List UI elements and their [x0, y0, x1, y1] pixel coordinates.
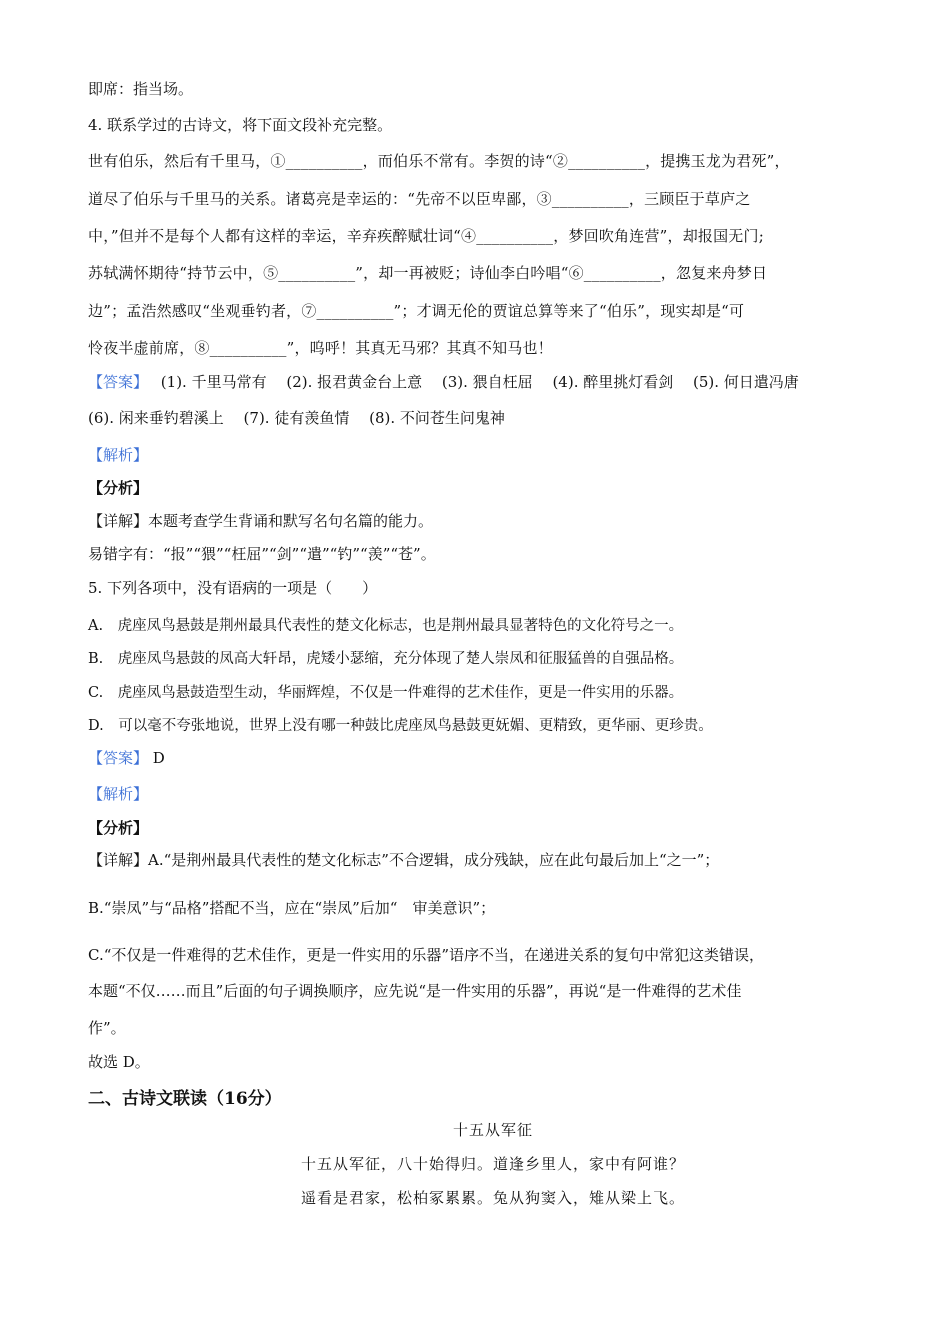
q4-text-line: 苏轼满怀期待“持节云中，⑤__________”，却一再被贬；诗仙李白吟唱“⑥__________，忽复来舟梦日 [88, 264, 768, 282]
q5-option-c: C. 虎座凤鸟悬鼓造型生动，华丽辉煌，不仅是一件难得的艺术佳作，更是一件实用的乐器。 [88, 685, 684, 701]
analysis-tag: 【解析】 [88, 446, 149, 464]
q4-text-line: 世有伯乐，然后有千里马，①__________，而伯乐不常有。李贺的诗“②__________，提携玉龙为君死”， [88, 152, 790, 170]
q4-answer-text: (1). 千里马常有 (2). 报君黄金台上意 (3). 猥自枉屈 (4). 醉里挑灯看剑 (5). 何日遣冯唐 [160, 373, 799, 391]
q5-detail-c: 本题“不仅……而且”后面的句子调换顺序，应先说“是一件实用的乐器”，再说“是一件难得的艺术佳 [88, 982, 742, 1000]
q4-text-line: 边”；孟浩然感叹“坐观垂钓者，⑦__________”；才调无伦的贾谊总算等来了“伯乐”，现实却是“可 [88, 302, 745, 320]
q5-option-b: B. 虎座凤鸟悬鼓的凤高大轩昂，虎矮小瑟缩，充分体现了楚人崇凤和征服猛兽的自强品格。 [88, 651, 684, 667]
q5-detail-a: 【详解】A.“是荆州最具代表性的楚文化标志”不合逻辑，成分残缺，应在此句最后加上“之一”； [88, 851, 720, 869]
q5-detail-c: C.“不仅是一件难得的艺术佳作，更是一件实用的乐器”语序不当，在递进关系的复句中常犯这类错误， [88, 946, 765, 964]
fenxi-tag: 【分析】 [88, 819, 149, 837]
q5-detail-b: B.“崇凤”与“品格”搭配不当，应在“崇凤”后加“ 审美意识”； [88, 899, 496, 917]
q4-stem: 4. 联系学过的古诗文，将下面文段补充完整。 [88, 116, 393, 134]
q5-conclusion: 故选 D。 [88, 1053, 150, 1071]
q5-option-a: A. 虎座凤鸟悬鼓是荆州最具代表性的楚文化标志，也是荆州最具显著特色的文化符号之一。 [88, 618, 684, 634]
poem-title: 十五从军征 [452, 1121, 533, 1139]
q5-answer-row [88, 747, 165, 768]
fenxi-tag: 【分析】 [88, 479, 149, 497]
top-note: 即席：指当场。 [88, 80, 194, 98]
answer-tag: 【答案】 [88, 373, 149, 391]
q5-option-d: D. 可以毫不夸张地说，世界上没有哪一种鼓比虎座凤鸟悬鼓更妩媚、更精致，更华丽、更珍贵。 [88, 718, 713, 734]
q4-answer-row-2: (6). 闲来垂钓碧溪上 (7). 徒有羡鱼情 (8). 不问苍生问鬼神 [88, 409, 505, 427]
q4-text-line: 道尽了伯乐与千里马的关系。诸葛亮是幸运的：“先帝不以臣卑鄙，③__________，三顾臣于草庐之 [88, 190, 751, 208]
poem-line: 遥看是君家，松柏冢累累。兔从狗窦入，雉从梁上飞。 [300, 1189, 685, 1207]
answer-tag: 【答案】 [88, 749, 149, 767]
q5-detail-c: 作”。 [88, 1019, 126, 1037]
q5-stem: 5. 下列各项中，没有语病的一项是（ ） [88, 579, 378, 597]
q5-answer-value: D [152, 749, 165, 767]
q4-error-chars: 易错字有：“报”“猥”“枉屈”“剑”“遣”“钓”“羡”“苍”。 [88, 545, 436, 563]
q4-answer-row [88, 371, 799, 392]
q4-detail: 【详解】本题考查学生背诵和默写名句名篇的能力。 [88, 512, 434, 530]
section-heading: 二、古诗文联读（16分） [88, 1089, 282, 1109]
analysis-tag: 【解析】 [88, 785, 149, 803]
q4-text-line: 中，”但并不是每个人都有这样的幸运，辛弃疾醉赋壮词“④__________，梦回吹角连营”，却报国无门; [88, 227, 764, 245]
poem-line: 十五从军征，八十始得归。道逢乡里人，家中有阿谁？ [300, 1155, 685, 1173]
q4-text-line: 怜夜半虚前席，⑧__________”，呜呼！其真无马邪？其真不知马也！ [88, 339, 553, 357]
